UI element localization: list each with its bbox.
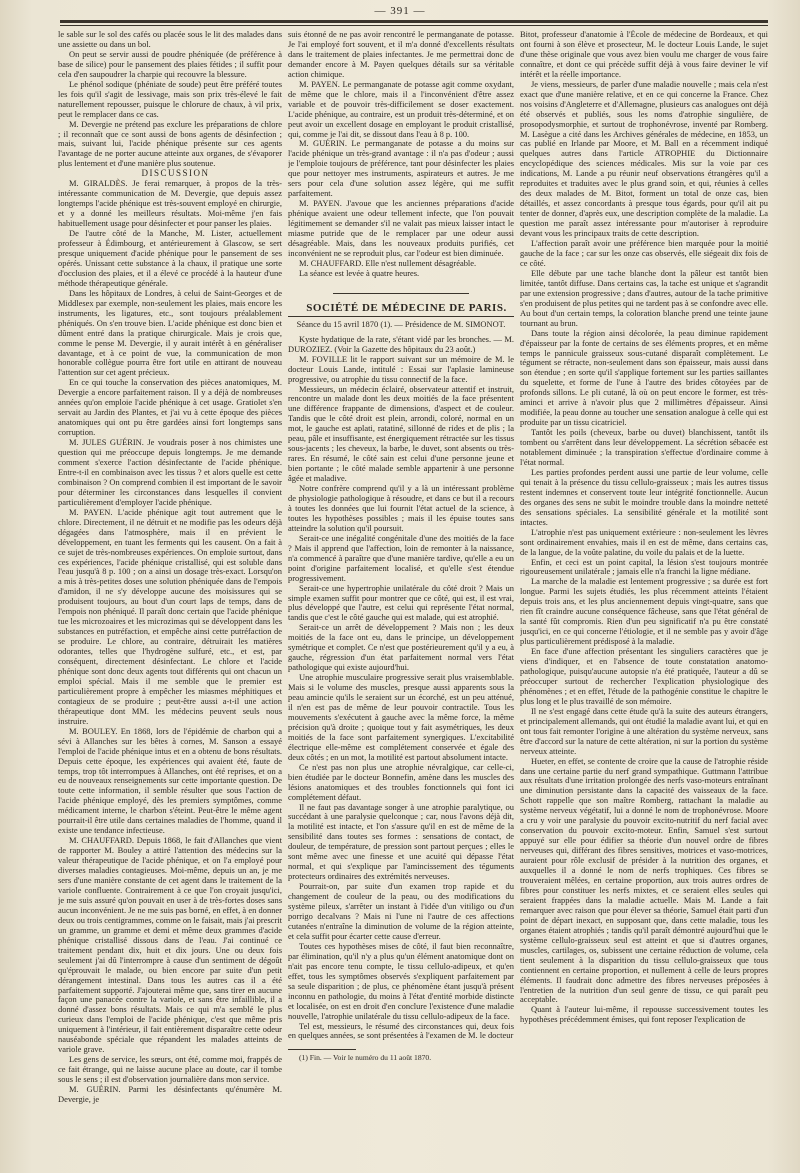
paragraph: M. CHAUFFARD. Elle n'est nullement désagréable. [299,257,477,268]
section-heading-discussion: DISCUSSION [141,168,210,179]
footnote: (1) Fin. — Voir le numéro du 11 août 1870. [299,1053,432,1063]
paragraph: Dans toute la région ainsi décolorée, la peau diminue rapidement d'épaisseur par la fonte de certains de ses éléments propres, et en même temps le pannicule graisseux sous-cutané disparaît complètement. Le tégument se rétracte, non-seulement dans son épaisseur, mais aussi dans son étendue ; en sorte qu'il s'applique fortement sur les parties saillantes du squelette, et forme de l'une à l'autre des brides côtoyées par de profonds sillons. Le pli cutané, là où on peut encore le former, est très-aminci et arrive à n'avoir plus que 2 millimètres d'épaisseur. Ainsi modifiée, la peau donne au toucher une sensation analogue à celle qui est produite par un tissu cicatriciel. [520,327,768,428]
paragraph: Ce n'est pas non plus une atrophie névralgique, car celle-ci, bien étudiée par le docteur Bonnefin, amène dans les muscles des lésions anatomiques et des troubles fonctionnels qui font ici complétement défaut. [288,761,514,802]
paragraph: M. GUÉRIN. Le permanganate de potasse a du moins sur l'acide phénique un très-grand avantage : il n'a pas d'odeur ; aussi je l'emploie toujours de préférence, tant pour désinfecter les plaies que pour nettoyer mes instruments, aspirateurs et autres. Je me sers pour cela d'une solution assez légère, qui me suffit parfaitement. [288,138,514,199]
paragraph: Hueter, en effet, se contente de croire que la cause de l'atrophie réside dans une certaine partie du nerf grand sympathique. Guttmann l'attribue aux résultats d'une irritation prolongée des nerfs vaso-moteurs entraînant une diminution persistante dans la capacité des vaisseaux de la face. Schott rappelle que son maître Romberg, rattachant la maladie au système nerveux végétatif, lui a donné le nom de trophonévrose. Moore a cru y voir une paralysie du pouvoir excito-nutritif du nerf facial avec conservation du pouvoir excito-moteur. Enfin, Samuel s'est surtout appuyé sur elle pour édifier sa théorie d'un nouvel ordre de fibres nerveuses qui, différant des fibres sensitives, motrices et vaso-motrices, auraient pour rôle exclusif de présider à la nutrition des organes, et auxquelles il a donné le nom de nerfs trophiques. Ces fibres se trouveraient mêlées, en certaine proportion, aux trois autres ordres de fibres pour constituer les nerfs mixtes, et ce seraient elles seules qui seraient frappées dans la maladie actuelle. Mais M. Lande a fait remarquer avec raison que pour élever sa théorie, Samuel était parti d'un point de départ inexact, en supposant que, dans cette maladie, tous les organes étaient atrophiés ; tandis qu'il paraît démontré aujourd'hui que le système cellulo-graisseux seul est atteint et que si d'autres organes, muscles, cartilages, os, subissent une certaine réduction de volume, cela tient seulement à la disparition du tissu cellulo-graisseux que tous contiennent en certaine proportion, et nullement à celle de leurs propres éléments. Il faudrait donc admettre des fibres nerveuses préposées à l'entretien de la nutrition d'un seul genre de tissu, ce qui paraît peu acceptable. [520,755,768,1005]
paragraph: Notre confrère comprend qu'il y a là un intéressant problème de physiologie pathologique à résoudre, et dans ce but il a recours à toutes les données que lui fournit l'état actuel de la science, à toutes les hypothèses possibles ; mais il les épuise toutes sans atteindre la solution qu'il poursuit. [288,483,514,533]
paragraph: La séance est levée à quatre heures. [299,267,420,278]
paragraph: L'atrophie n'est pas uniquement extérieure : non-seulement les lèvres sont ordinairement envahies, mais il en est de même, dans certains cas, de la langue, de la voûte palatine, du voile du palais et de la luette. [520,526,768,557]
paragraph: Toutes ces hypothèses mises de côté, il faut bien reconnaître, par élimination, qu'il n'y a plus qu'un élément anatomique dont on n'ait pas encore tenu compte, le tissu cellulo-adipeux, et qu'en effet, tous les symptômes observés s'expliquent parfaitement par sa seule disparition ; de plus, ce phénomène étant jusqu'à présent inconnu en pathologie, du moins à l'état d'entité morbide distincte et localisée, on est en droit d'en conclure l'existence d'une maladie nouvelle, l'atrophie unilatérale du tissu cellulo-adipeux de la face. [288,940,514,1021]
header-rule-thin [60,25,768,26]
paragraph: Serait-ce une inégalité congénitale d'une des moitiés de la face ? Mais il apprend que l'affection, loin de remonter à la naissance, n'a commencé à paraître que d'une manière tardive, qu'elle a eu un point d'origine parfaitement localisé, et qu'elle s'est étendue progressivement. [288,532,514,583]
paragraph: M. PAYEN. L'acide phénique agit tout autrement que le chlore. Directement, il ne détruit et ne modifie pas les odeurs déjà dégagées dans l'atmosphère, mais il en prévient le développement, en tuant les ferments qui les causent. On a fait à ce sujet de très-nombreuses expériences. On emploie surtout, dans ces expériences, l'acide phénique cristallisé, qui est soluble dans l'eau jusqu'à 8 p. 100 ; on a ainsi un dosage très-exact. Lorsqu'on a mis à très-petites doses une solution phéniquée dans de l'empois d'amidon, il ne s'y développe aucune des moisissures qui se produisent toujours, au bout d'un court laps de temps, dans de l'empois non phéniqué. Il paraît donc certain que l'acide phénique tue les microzoaires et les microzimas qui se développent dans les substances en putréfaction, et empêche ainsi cette putréfaction de se produire. Le chlore, au contraire, détruirait les matières odorantes, telles que l'hydrogène sulfuré, etc., et est, par conséquent, directement désinfectant. Le chlore et l'acide phénique sont donc deux agents tout différents qui ont chacun un emploi spécial. Mais il me semble que le premier est particulièrement propre à empêcher les miasmes méphitiques et contagieux de se produire ; peut-être aussi a-t-il une action thérapeutique dont MM. les médecins peuvent seuls nous instruire. [58,506,282,726]
paragraph: Les parties profondes perdent aussi une partie de leur volume, celle qui tenait à la présence du tissu cellulo-graisseux ; mais les autres tissus restent indemnes et conservent toute leur intégrité fonctionnelle. Aucun des organes des sens ne subit le moindre trouble dans la moindre netteté des sensations spéciales. La sensibilité générale et la motilité sont intactes. [520,466,768,527]
paragraph: M. FOVILLE lit le rapport suivant sur un mémoire de M. le docteur Louis Lande, intitulé : Essai sur l'aplasie lamineuse progressive, ou atrophie du tissu connectif de la face. [288,353,514,384]
header-rule [60,20,768,23]
paragraph: Serait-ce une hypertrophie unilatérale du côté droit ? Mais un simple examen suffit pour montrer que ce côté, qui est, il est vrai, plus développé que l'autre, est celui qui représente l'état normal, tandis que c'est le côté gauche qui est malade, qui est atrophié. [288,582,514,623]
paragraph: le sable sur le sol des cafés ou placée sous le lit des malades dans une assiette ou dans un bol. [58,30,282,49]
paragraph: Il ne s'est engagé dans cette étude qu'à la suite des auteurs étrangers, et principalement allemands, qui ont étudié la maladie avant lui, et qui en ont tous fait remonter l'origine à une altération du système nerveux, sans être d'accord sur la nature de cette altération, ni sur la portion du système nerveux atteinte. [520,705,768,756]
paragraph: Une atrophie musculaire progressive serait plus vraisemblable. Mais si le volume des muscles, presque aussi apparents sous la peau amincie qu'ils le seraient sur un écorché, est un peu atténué, il n'en est pas de même de leur pouvoir contractile. Tous les mouvements s'exécutent à gauche avec la même force, la même précision qu'à droite ; quoique tout y fait asymétriques, les deux moitiés de la face sont parfaitement synergiques. L'excitabilité électrique elle-même est complétement conservée et égale des deux côtés ; en un mot, la motilité est partout absolument intacte. [288,672,514,762]
paragraph: Dans les hôpitaux de Londres, à celui de Saint-Georges et de Middlesex par exemple, non-seulement les plaies, mais encore les instruments, les ligatures, etc., sont toujours préalablement phéniqués. On s'en trouve bien. L'acide phénique est donc bien et dûment entré dans la pratique chirurgicale. Mais je crois que, comme le pense M. Devergie, il y aurait intérêt à en généraliser davantage, et à ce point de vue, la communication de mon honorable collègue pourra être fort utile en attirant de nouveau l'attention sur cet agent précieux. [58,287,282,378]
paragraph: Les gens de service, les sœurs, ont été, comme moi, frappés de ce fait étrange, qui ne laisse aucune place au doute, car il tombe sous le sens ; il est d'observation journalière dans mon service. [58,1054,282,1085]
paragraph: Je viens, messieurs, de parler d'une maladie nouvelle ; mais cela n'est exact que d'une manière relative, et en ce qui concerne la France. Chez nos voisins d'Angleterre et d'Allemagne, plusieurs cas analogues ont déjà été observés et publiés, sous les noms d'atrophie singulière, de prosopodysmorphie, et surtout de trophonévrose, inventé par Romberg. M. Lasègue a cité dans les Archives générales de médecine, en 1853, un cas publié en Irlande par Moore, et M. Ball en a récemment indiqué quelques autres dans l'article ATROPHIE du Dictionnaire encyclopédique des sciences médicales. Mis sur la voie par ces indications, M. Lande a pu réunir neuf observations étrangères qu'il a reproduites et traduites avec le plus grand soin, et qui, réunies à celles des deux malades de M. Bitot, forment un total de onze cas, bien détaillés, et assez concordants à presque tous égards, pour qu'il ait pu tenter de donner, d'après eux, une description complète de la maladie. La question me paraît assez intéressante pour m'autoriser à reproduire devant vous les principaux traits de cette description. [520,78,768,239]
paragraph: De l'autre côté de la Manche, M. Lister, actuellement professeur à Édimbourg, et antérieurement à Glascow, se sert presque uniquement d'acide phénique pour le pansement de ses opérés. Unissant cette substance à la chaux, il pratique une sorte d'occlusion des plaies, et il a élevé ce procédé à la hauteur d'une méthode thérapeutique générale. [58,228,282,288]
paragraph: Elle débute par une tache blanche dont la pâleur est tantôt bien limitée, tantôt diffuse. Dans certains cas, la tache est unique et s'agrandit par une extension progressive ; dans d'autres, autour de la tache primitive s'en produisent de plus petites qui ne tardent pas à se confondre avec elle. Au bout d'un certain temps, la coloration blanche prend une teinte jaune tournant au brun. [520,267,768,328]
society-title: SOCIÉTÉ DE MÉDECINE DE PARIS. [306,301,507,314]
paragraph: Serait-ce un arrêt de développement ? Mais non ; les deux moitiés de la face ont eu, dans le principe, un développement symétrique et complet. Ce n'est que postérieurement qu'il y a eu, à gauche, régression d'un état parfaitement normal vers l'état pathologique qui existe aujourd'hui. [288,622,514,673]
paragraph: Il ne faut pas davantage songer à une atrophie paralytique, ou succédant à une paralysie quelconque ; car, nous l'avons déjà dit, la motilité est intacte, et l'on s'assure qu'il en est de même de la sensibilité dans toutes ses formes : sensations de contact, de douleur, de température, de pression sont partout perçues ; elles le sont même avec une finesse et une acuité qui dépasse l'état normal, et qui s'explique par l'amincissement des téguments protecteurs ordinaires des extrémités nerveuses. [288,801,514,882]
paragraph: Bitot, professeur d'anatomie à l'École de médecine de Bordeaux, et qui ont fourni à son élève et prosecteur, M. le docteur Louis Lande, le sujet d'une thèse originale que vous avez bien voulu me charger de vous faire connaître, et dont ce qui précède suffit déjà à vous faire deviner le vif intérêt et la réelle importance. [520,30,768,79]
paragraph: M. BOULEY. En 1868, lors de l'épidémie de charbon qui a sévi à Allanches sur les bêtes à cornes, M. Sanson a essayé l'emploi de l'acide phénique intus et en a obtenu de bons résultats. Depuis cette époque, les expériences qui avaient été, faute de temps, trop tôt interrompues à Allanches, ont été reprises, et on a eu de nouveaux renseignements sur cette importante question. De toute cette information, il semble résulter que sous l'action de l'acide phénique employé, dès les premiers symptômes, comme médicament interne, le charbon s'éteint. Peut-être le même agent pourrait-il être utile dans certaines maladies de l'homme, quand il existe une tendance infectieuse. [58,725,282,836]
paragraph: On peut se servir aussi de poudre phéniquée (de préférence à base de silice) pour le pansement des plaies fétides ; il suffit pour cela d'en saupoudrer la charpie qui recouvre la blessure. [58,48,282,79]
paragraph: Le phénol sodique (phéniate de soude) peut être préféré toutes les fois qu'il s'agit de lessivage, mais son prix très-élevé le fait naturellement repousser, puisque le chlorure de chaux, à vil prix, peut le remplacer dans ce cas. [58,78,282,119]
paragraph: En face d'une affection présentant les singuliers caractères que je viens d'indiquer, et en l'absence de toute constatation anatomo-pathologique, puisqu'aucune autopsie n'a été pratiquée, l'auteur a dû se préoccuper surtout de rechercher l'explication physiologique des phénomènes ; et en effet, l'étude de la pathogénie constitue le chapitre le plus long et le plus travaillé de son mémoire. [520,646,768,706]
page-number: — 391 — [374,5,426,17]
paragraph: M. GIRALDÈS. Je ferai remarquer, à propos de la très-intéressante communication de M. Devergie, que depuis assez longtemps l'acide phénique est très-souvent employé en chirurgie, et y a donné les meilleurs résultats. Moi-même j'en fais habituellement usage pour désinfecter et pour panser les plaies. [58,178,282,229]
paragraph: En ce qui touche la conservation des pièces anatomiques, M. Devergie a encore parfaitement raison. Il y a déjà de nombreuses années qu'on emploie l'acide phénique à cet usage. Gratiolet s'en servait au Jardin des Plantes, et j'ai vu à cette époque des pièces anatomiques qui ont pu être gardées ainsi fort longtemps sans corruption. [58,377,282,438]
paragraph: M. GUÉRIN. Parmi les désinfectants qu'énumère M. Devergie, je [58,1084,282,1104]
paragraph: L'affection paraît avoir une préférence bien marquée pour la moitié gauche de la face ; car sur les onze cas observés, elle siégeait dix fois de ce côté. [520,238,768,268]
title-rule [288,316,514,317]
paragraph: Pourrait-on, par suite d'un examen trop rapide et du changement de couleur de la peau, ou des modifications du système pileux, s'arrêter un instant à l'idée d'un vitiligo ou d'un porrigo decalvans ? Mais ni l'une ni l'autre de ces affections cutanées n'entraîne la diminution de volume de la région atteinte, et cela suffit pour écarter cette cause d'erreur. [288,881,514,941]
paragraph: Enfin, et ceci est un point capital, la lésion s'est toujours montrée rigoureusement unilatérale ; jamais elle n'a franchi la ligne médiane. [520,556,768,577]
paragraph: M. JULES GUÉRIN. Je voudrais poser à nos chimistes une question qui me préoccupe depuis longtemps. Je me demande comment s'exerce l'action désinfectante de l'acide phénique. Entre-t-il en combinaison avec les tissus ? et alors quelle est cette combinaison ? On comprend combien il est important de le savoir pour déterminer les circonstances dans lesquelles il convient particulièrement d'employer l'acide phénique. [58,437,282,507]
paragraph: Tel est, messieurs, le résumé des circonstances qui, deux fois en quelques années, se sont présentées à l'examen de M. le docteur [288,1020,514,1041]
paragraph: Messieurs, un médecin éclairé, observateur attentif et instruit, rencontre un malade dont les deux moitiés de la face présentent une différence frappante de dimensions, d'aspect et de couleur. Tandis que le côté droit est plein, arrondi, coloré, normal en un mot, le gauche est aplati, ratatiné, sillonné de rides et de plis ; la peau, pâle et insuffisante, est énergiquement rétractée sur les tissus sous-jacents ; les cheveux, la barbe, le duvet, sont absents ou très-rares. En résumé, le côté sain est celui d'une personne jeune et bien portante ; le côté malade semble appartenir à une personne âgée et maladive. [288,383,514,484]
section-divider [333,293,469,294]
paragraph: Quant à l'auteur lui-même, il repousse successivement toutes les hypothèses précédemment émises, qui font reposer l'explication de [520,1004,768,1025]
paragraph: Kyste hydatique de la rate, s'étant vidé par les bronches. — M. DUROZIEZ. (Voir la Gazette des hôpitaux du 23 août.) [288,333,514,354]
paragraph: M. CHAUFFARD. Depuis 1868, le fait d'Allanches que vient de rapporter M. Bouley a attiré l'attention des médecins sur la valeur thérapeutique de l'acide phénique, et on l'a employé pour diverses maladies contagieuses. Moi-même, depuis un an, je me sers d'une manière constante de cet agent dans le traitement de la variole confluente. Contrairement à ce que l'on croyait jusqu'ici, je me suis assuré qu'on pouvait en user à de très-fortes doses sans aucun inconvénient. Je ne me suis pas borné, en effet, à en donner deux ou trois centigrammes, comme on le faisait, mais j'ai prescrit un gramme, un gramme et demi et même deux grammes d'acide phénique cristallisé dissous dans de l'eau. J'ai continué ce traitement pendant dix, huit et dix jours. Une ou deux fois seulement j'ai dû l'interrompre à cause d'un sentiment de dégoût qu'éprouvait le malade, ou bien encore par suite d'un petit dérangement intestinal. Dans tous les autres cas il a été parfaitement supporté. J'ajouterai même que, sans tirer en aucune façon une panacée contre la variole, et sans être infaillible, il a donné d'assez bons résultats. Mais ce qui m'a semblé le plus curieux dans l'emploi de l'acide phénique, c'est que même pris uniquement à l'intérieur, il fait entièrement disparaître cette odeur nauséabonde spéciale que répandent les malades atteints de variole grave. [58,835,282,1055]
paragraph: M. Devergie ne prétend pas exclure les préparations de chlore ; il reconnaît que ce sont aussi de bons agents de désinfection ; mais, suivant lui, l'acide phénique présente sur ces agents l'avantage de ne porter aucune atteinte aux organes, de s'évaporer plus lentement et d'une manière plus soutenue. [58,118,282,169]
paragraph: Tantôt les poils (cheveux, barbe ou duvet) blanchissent, tantôt ils tombent ou s'arrêtent dans leur développement. La sécrétion sébacée est notablement diminuée ; la transpiration s'effectue d'ordinaire comme à l'état normal. [520,427,768,467]
paragraph: La marche de la maladie est lentement progressive ; sa durée est fort longue. Parmi les sujets étudiés, les plus récemment atteints l'étaient depuis trois ans, et les plus anciennement depuis vingt-quatre, sans que rien fît craindre aucune conséquence fâcheuse, sans que l'état général de la santé fût compromis. Rien d'un peu significatif n'a pu être constaté jusqu'ici, en ce qui concerne l'étiologie, et il ne semble pas y avoir d'âge plus particulièrement prédisposé à la maladie. [520,576,768,647]
column-3 [520,30,768,1160]
paragraph: suis étonné de ne pas avoir rencontré le permanganate de potasse. Je l'ai employé fort souvent, et il m'a donné d'excellents résultats dans le traitement de plaies infectantes. Je me permettrai donc de demander encore à M. Payen quelques détails sur sa véritable action chimique. [288,30,514,79]
footnote-rule [288,1049,356,1050]
paragraph: M. PAYEN. Le permanganate de potasse agit comme oxydant, de même que le chlore, mais il a l'inconvénient d'être assez variable et de pouvoir très-difficilement se doser exactement. L'acide phénique, au contraire, est un produit très-déterminé, et on peut avoir un excellent dosage en employant le produit cristallisé, qui, comme je l'ai dit, se dissout dans l'eau à 8 p. 100. [288,78,514,139]
column-1 [58,30,282,1160]
session-line: Séance du 15 avril 1870 (1). — Présidence de M. SIMONOT. [296,318,506,329]
paragraph: M. PAYEN. J'avoue que les anciennes préparations d'acide phénique avaient une odeur tellement infecte, que l'on pouvait légitimement se demander s'il ne valait pas mieux laisser intact le miasme putride que de le remplacer par une odeur aussi désagréable. Mais, dans les nouveaux produits purifiés, cet inconvénient ne se reproduit plus, car l'odeur est bien diminuée. [288,198,514,258]
column-2 [288,30,514,1160]
